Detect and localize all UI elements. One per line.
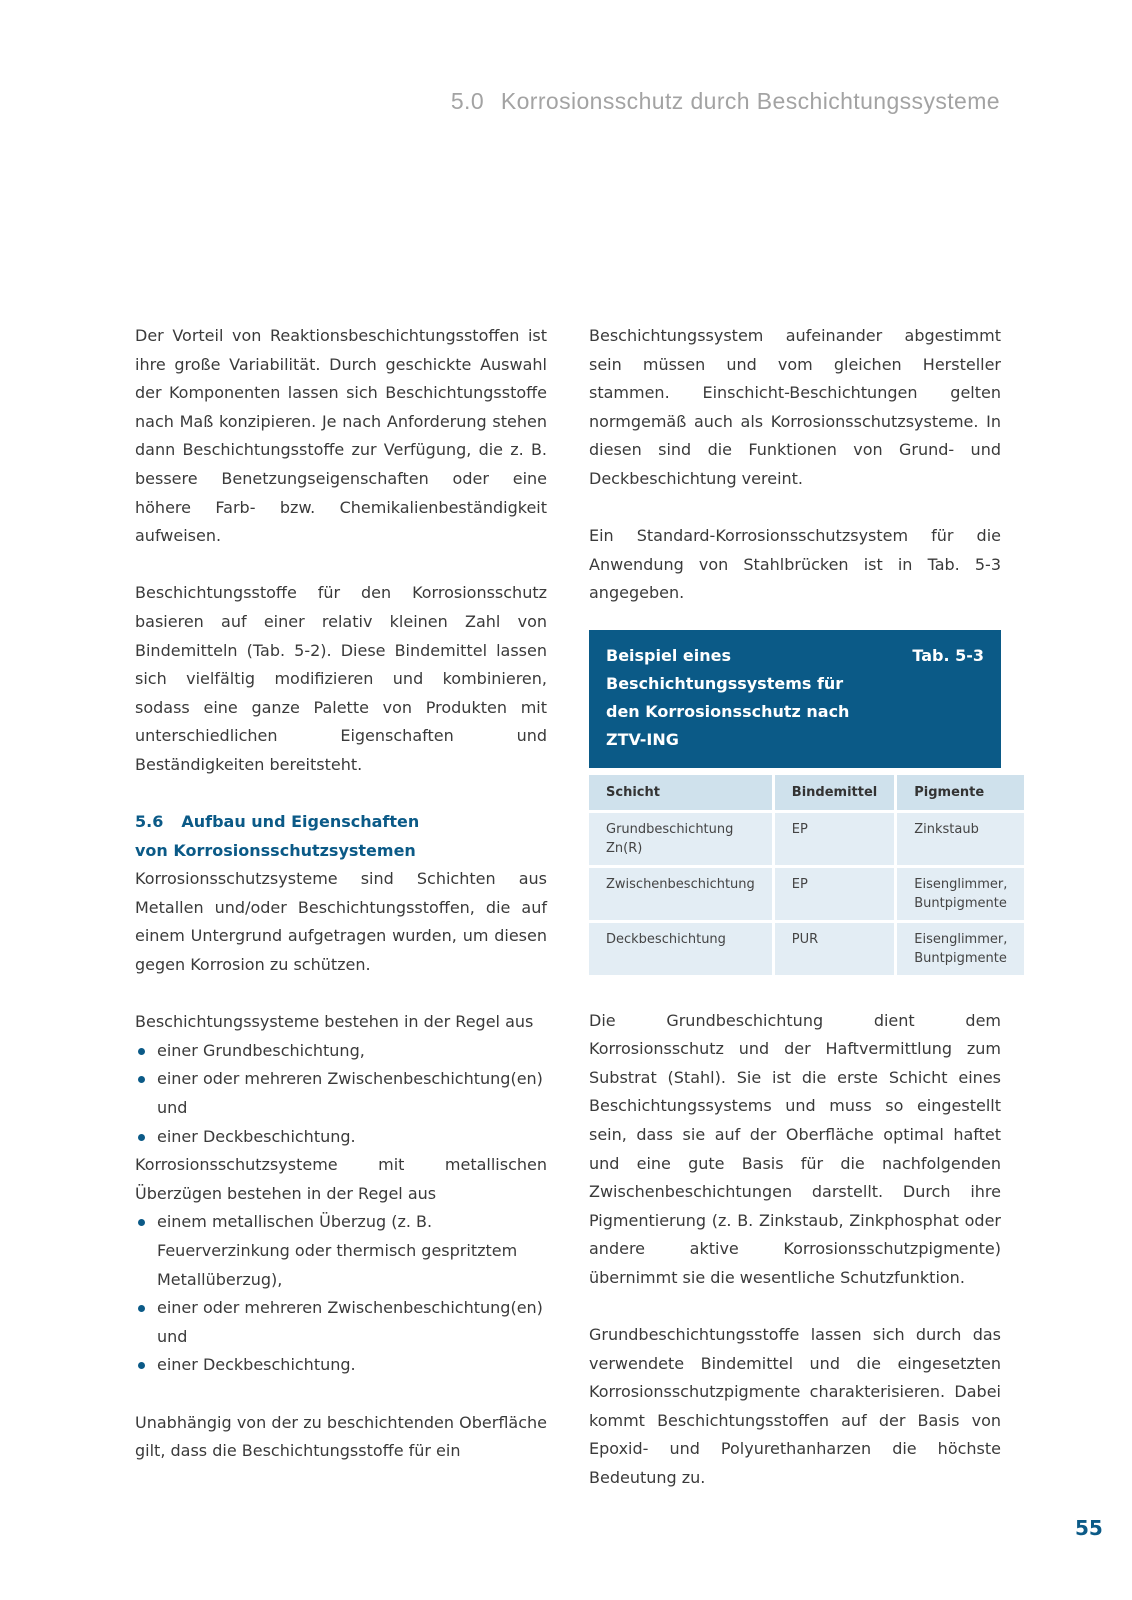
table-cell: Zwischenbeschichtung (589, 866, 773, 921)
table-number: Tab. 5-3 (912, 645, 984, 665)
table-row (589, 866, 1024, 921)
section-number: 5.6 (135, 812, 164, 832)
table-title-bar (589, 630, 1001, 768)
table-cell: Zinkstaub (896, 811, 1025, 866)
list-item: einer Grundbeschichtung, (135, 1037, 547, 1066)
table-cell: Eisenglimmer, Buntpigmente (896, 866, 1025, 921)
section-title-line-1: Aufbau und Eigenschaften (181, 812, 420, 832)
list-item: einer Deckbeschichtung. (135, 1123, 547, 1152)
table-5-3 (589, 630, 1008, 978)
chapter-number: 5.0 (450, 88, 485, 114)
table-cell: PUR (773, 921, 895, 976)
paragraph: Unabhängig von der zu beschichtenden Oberfläche gilt, dass die Beschichtungsstoffe für ein (135, 1412, 547, 1461)
section-title-line-2: von Korrosionsschutzsystemen (135, 840, 416, 860)
column-header: Pigmente (896, 773, 1025, 811)
table-cell: Grundbeschichtung Zn(R) (589, 811, 773, 866)
paragraph: Korrosionsschutzsysteme mit metallischen Überzügen bestehen in der Regel aus (135, 1155, 547, 1203)
table-cell: EP (773, 811, 895, 866)
running-header (451, 88, 1000, 115)
table-row (589, 811, 1024, 866)
list-item: einem metallischen Überzug (z. B. Feuerverzinkung oder thermisch gespritztem Metallüberzug), (135, 1208, 547, 1294)
paragraph: Der Vorteil von Reaktionsbeschichtungsstoffen ist ihre große Variabilität. Durch geschickte Auswahl der Komponenten lassen sich Beschichtungsstoffe nach Maß konzipieren. Je nach Anforderung stehen dann Beschichtungsstoffe zur Verfügung, die z. B. bessere Benetzungseigenschaften oder eine höhere Farb- bzw. Chemikalienbeständigkeit aufweisen. (135, 326, 547, 546)
paragraph: Korrosionsschutzsysteme sind Schichten aus Metallen und/oder Beschichtungsstoffen, die auf einem Untergrund aufgetragen wurden, um diesen gegen Korrosion zu schützen. (135, 869, 547, 975)
chapter-title: Korrosionsschutz durch Beschichtungssysteme (500, 88, 1000, 114)
bullet-list (135, 1208, 547, 1380)
data-table (589, 772, 1024, 978)
paragraph: Beschichtungssysteme bestehen in der Regel aus (135, 1012, 534, 1032)
left-column (135, 322, 547, 1466)
list-item: einer oder mehreren Zwischenbeschichtung(en) und (135, 1065, 547, 1122)
page-number: 55 (1075, 1516, 1103, 1540)
paragraph: Beschichtungssystem aufeinander abgestimmt sein müssen und vom gleichen Hersteller stammen. Einschicht-Beschichtungen gelten normgemäß auch als Korrosionsschutzsysteme. In diesen sind die Funktionen von Grund- und Deckbeschichtung vereint. (589, 326, 1001, 488)
bullet-list (135, 1037, 547, 1151)
table-row (589, 921, 1024, 976)
table-header-row (589, 773, 1024, 811)
list-item: einer oder mehreren Zwischenbeschichtung(en) und (135, 1294, 547, 1351)
table-title: Beispiel eines Beschichtungssystems für den Korrosionsschutz nach ZTV-ING (606, 645, 850, 749)
list-item: einer Deckbeschichtung. (135, 1351, 547, 1380)
paragraph: Ein Standard-Korrosionsschutzsystem für die Anwendung von Stahlbrücken ist in Tab. 5-3 angegeben. (589, 526, 1001, 603)
paragraph: Beschichtungsstoffe für den Korrosionsschutz basieren auf einer relativ kleinen Zahl von Bindemitteln (Tab. 5-2). Diese Bindemittel lassen sich vielfältig modifizieren und kombinieren, sodass eine ganze Palette von Produkten mit unterschiedlichen Eigenschaften und Beständigkeiten bereitsteht. (135, 583, 547, 774)
right-column (589, 322, 1008, 1493)
paragraph: Die Grundbeschichtung dient dem Korrosionsschutz und der Haftvermittlung zum Substrat (Stahl). Sie ist die erste Schicht eines Beschichtungssystems und muss so eingestellt sein, dass sie auf der Oberfläche optimal haftet und eine gute Basis für die nachfolgenden Zwischenbeschichtungen darstellt. Durch ihre Pigmentierung (z. B. Zinkstaub, Zinkphosphat oder andere aktive Korrosionsschutzpigmente) übernimmt sie die wesentliche Schutzfunktion. (589, 1010, 1001, 1287)
column-header: Schicht (589, 773, 773, 811)
section-heading (135, 808, 547, 865)
table-cell: EP (773, 866, 895, 921)
table-cell: Deckbeschichtung (589, 921, 773, 976)
table-cell: Eisenglimmer, Buntpigmente (896, 921, 1025, 976)
column-header: Bindemittel (773, 773, 895, 811)
paragraph: Grundbeschichtungsstoffe lassen sich durch das verwendete Bindemittel und die eingesetzten Korrosionsschutzpigmente charakterisieren. Dabei kommt Beschichtungsstoffen auf der Basis von Epoxid- und Polyurethanharzen die höchste Bedeutung zu. (589, 1325, 1001, 1488)
